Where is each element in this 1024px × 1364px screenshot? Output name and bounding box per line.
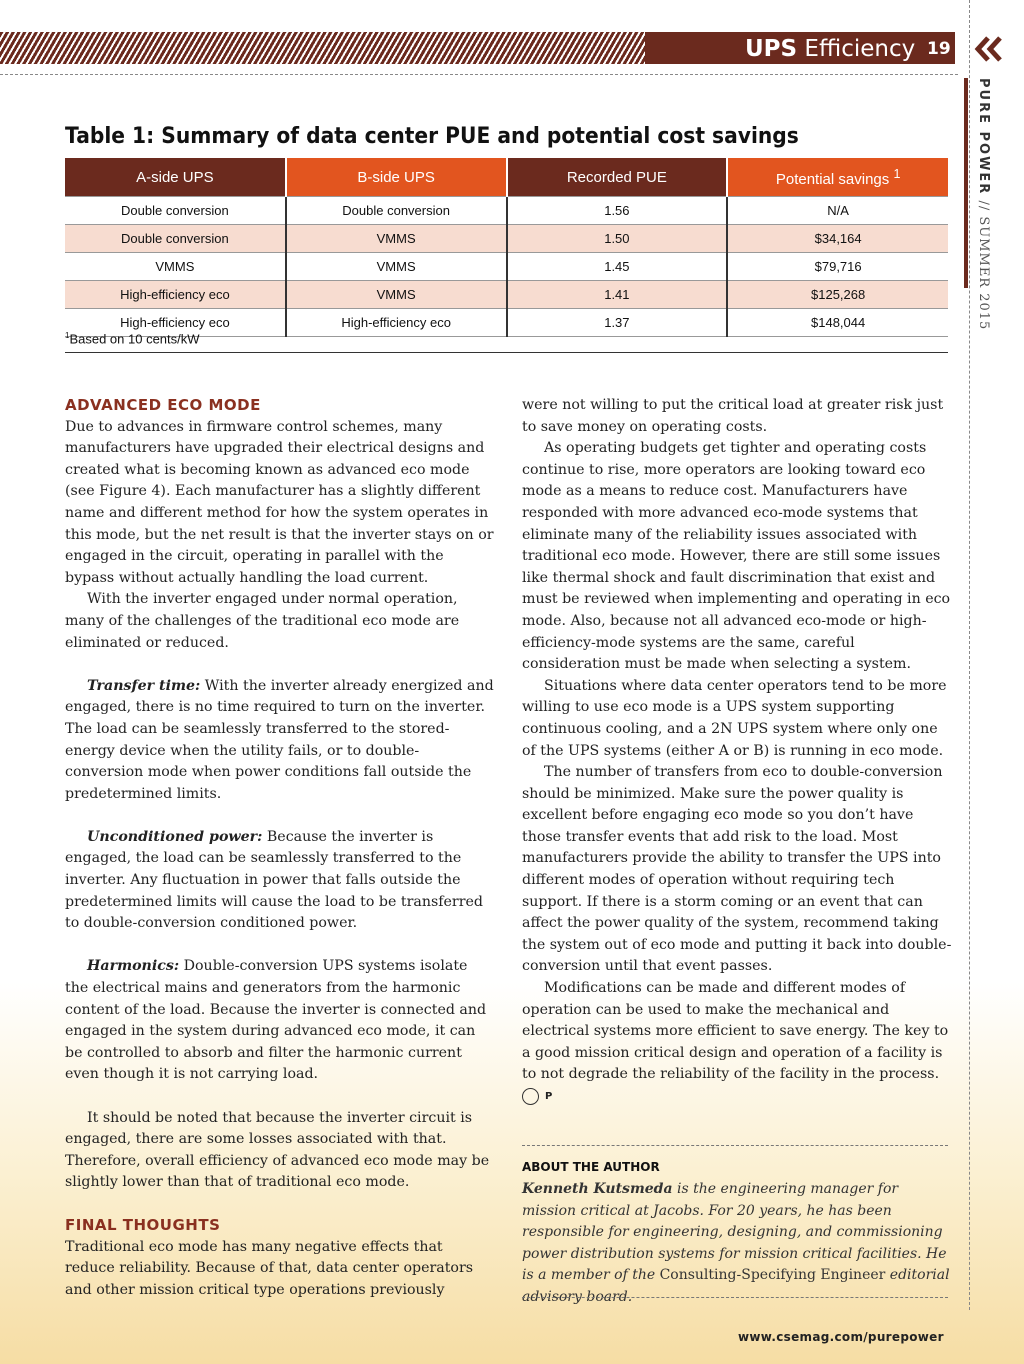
cell-pue: 1.50 xyxy=(507,225,728,253)
cell-a-side: Double conversion xyxy=(65,197,286,225)
footer-url: www.csemag.com/purepower xyxy=(738,1330,944,1344)
paragraph: Traditional eco mode has many negative effects that reduce reliability. Because of that, data center operators and other mission critical type operations previously xyxy=(65,1238,474,1298)
col-header-pue: Recorded PUE xyxy=(507,158,728,197)
double-chevron-left-icon xyxy=(968,34,1008,64)
side-accent-bar xyxy=(964,78,968,288)
cell-b-side: VMMS xyxy=(286,281,507,309)
pue-table xyxy=(65,158,948,337)
author-bio xyxy=(522,1179,950,1309)
header-divider xyxy=(0,74,958,75)
col-header-b-side: B-side UPS xyxy=(286,158,507,197)
table-footnote xyxy=(65,331,200,346)
side-brand: PURE POWER xyxy=(976,78,991,196)
author-top-rule xyxy=(522,1145,948,1146)
footnote-mark: 1 xyxy=(65,331,70,340)
col-header-savings-label: Potential savings xyxy=(775,170,890,188)
cell-b-side: High-efficiency eco xyxy=(286,309,507,337)
cell-b-side: Double conversion xyxy=(286,197,507,225)
cell-b-side: VMMS xyxy=(286,225,507,253)
table-row xyxy=(65,253,948,281)
footnote-text: Based on 10 cents/kW xyxy=(69,331,200,347)
paragraph: Due to advances in firmware control schemes, many manufacturers have upgraded their electrical designs and created what is becoming known as advanced eco mode (see Figure 4). Each manufacturer has a slightly different name and different method for how the system operates in this mode, but the net result is that the inverter stays on or engaged in the circuit, operating in parallel with the bypass without actually handling the load current. xyxy=(65,418,494,586)
paragraph-text: Modifications can be made and different modes of operation can be used to make the mechanical and electrical systems more efficient to save energy. The key to a good mission critical design and operation of a facility is to not degrade the reliability of the facility in the process. xyxy=(522,980,949,1083)
table-row xyxy=(65,281,948,309)
left-column xyxy=(65,395,495,1301)
author-bio-end: editorial advisory board. xyxy=(522,1267,950,1305)
lead-transfer-time: Transfer time: xyxy=(87,677,201,694)
cell-savings: $79,716 xyxy=(727,253,948,281)
col-header-a-side: A-side UPS xyxy=(65,158,286,197)
paragraph: The number of transfers from eco to double-conversion should be minimized. Make sure the power quality is excellent before engaging eco mode so you don’t have those transfer events that add risk to the load. Most manufacturers provide the ability to transfer the UPS into different modes of operation without requiring tech support. If there is a storm coming or an event that can affect the power quality of the system, recommend taking the system out of eco mode and putting it back into double-conversion until that event passes. xyxy=(522,764,952,975)
author-bio-text: is the engineering manager for mission critical at Jacobs. For 20 years, he has been responsible for engineering, designing, and commissioning power distribution systems for mission critical facilities. He is a member of the xyxy=(522,1181,947,1284)
cell-savings: $34,164 xyxy=(727,225,948,253)
cell-savings: $125,268 xyxy=(727,281,948,309)
author-heading: ABOUT THE AUTHOR xyxy=(522,1160,660,1174)
side-running-title xyxy=(976,78,991,330)
paragraph: were not willing to put the critical load at greater risk just to save money on operating costs. xyxy=(522,397,944,435)
paragraph-unconditioned-power xyxy=(65,827,495,935)
heading-final-thoughts: FINAL THOUGHTS xyxy=(65,1215,221,1234)
cell-savings: $148,044 xyxy=(727,309,948,337)
cell-a-side: Double conversion xyxy=(65,225,286,253)
cell-pue: 1.45 xyxy=(507,253,728,281)
paragraph-text: Double-conversion UPS systems isolate the electrical mains and generators from the harmonic content of the load. Because the inverter is connected and engaged in the system during advanced eco mode, it can be controlled to absorb and filter the harmonic current even though it is not carrying load. xyxy=(65,958,487,1083)
table-row xyxy=(65,225,948,253)
cell-pue: 1.56 xyxy=(507,197,728,225)
paragraph-closing xyxy=(522,978,952,1108)
cell-pue: 1.37 xyxy=(507,309,728,337)
side-separator: // xyxy=(976,195,991,217)
paragraph-transfer-time xyxy=(65,676,495,806)
paragraph-harmonics xyxy=(65,956,495,1086)
cell-a-side: High-efficiency eco xyxy=(65,281,286,309)
col-header-savings xyxy=(727,158,948,197)
paragraph: As operating budgets get tighter and operating costs continue to rise, more operators are looking toward eco mode as a means to reduce cost. Manufacturers have responded with more advanced eco-mode systems that eliminate many of the reliability issues associated with traditional eco mode. However, there are still some issues like thermal shock and fault discrimination that exist and must be reviewed when implementing and operating in eco mode. Also, because not all advanced eco-mode or high-efficiency-mode systems are the same, careful consideration must be made when selecting a system. xyxy=(522,440,951,673)
author-bottom-rule xyxy=(522,1297,948,1298)
col-header-savings-sup: 1 xyxy=(893,166,901,181)
cell-a-side: VMMS xyxy=(65,253,286,281)
table-row xyxy=(65,197,948,225)
page-number: 19 xyxy=(927,39,951,59)
right-column xyxy=(522,395,952,1108)
lead-unconditioned-power: Unconditioned power: xyxy=(87,828,263,845)
lead-harmonics: Harmonics: xyxy=(87,958,180,975)
paragraph: Situations where data center operators tend to be more willing to use eco mode is a UPS system supporting continuous cooling, and a 2N UPS system where only one of the UPS systems (either A or B) is running in eco mode. xyxy=(522,677,947,759)
end-mark-icon: P xyxy=(522,1088,539,1105)
section-title xyxy=(745,34,915,64)
margin-divider xyxy=(969,0,970,1310)
cell-a-side: High-efficiency eco xyxy=(65,309,286,337)
cell-savings: N/A xyxy=(727,197,948,225)
paragraph: It should be noted that because the inverter circuit is engaged, there are some losses associated with that. Therefore, overall efficiency of advanced eco mode may be slightly lower than that of traditional eco mode. xyxy=(65,1109,490,1191)
paragraph-text: With the inverter already energized and engaged, there is no time required to turn on the inverter. The load can be seamlessly transferred to the stored-energy device when the utility fails, or to double-conversion mode when power conditions fall outside the predetermined limits. xyxy=(65,677,494,802)
cell-pue: 1.41 xyxy=(507,281,728,309)
table-bottom-rule xyxy=(65,352,948,353)
section-title-rest: Efficiency xyxy=(797,36,916,62)
side-issue: SUMMER 2015 xyxy=(976,216,991,331)
table-title: Table 1: Summary of data center PUE and potential cost savings xyxy=(65,124,799,149)
paragraph: With the inverter engaged under normal operation, many of the challenges of the traditional eco mode are eliminated or reduced. xyxy=(65,591,460,651)
cell-b-side: VMMS xyxy=(286,253,507,281)
author-name: Kenneth Kutsmeda xyxy=(522,1181,673,1197)
section-title-bold: UPS xyxy=(745,36,798,62)
heading-advanced-eco-mode: ADVANCED ECO MODE xyxy=(65,396,261,414)
publication-name: Consulting-Specifying Engineer xyxy=(659,1267,886,1284)
table-header-row xyxy=(65,158,948,197)
paragraph-text: Because the inverter is engaged, the load can be seamlessly transferred to the inverter. Any fluctuation in power that falls outside the predetermined limits will cause the load to be transferred to double-conversion conditioned power. xyxy=(65,828,483,932)
